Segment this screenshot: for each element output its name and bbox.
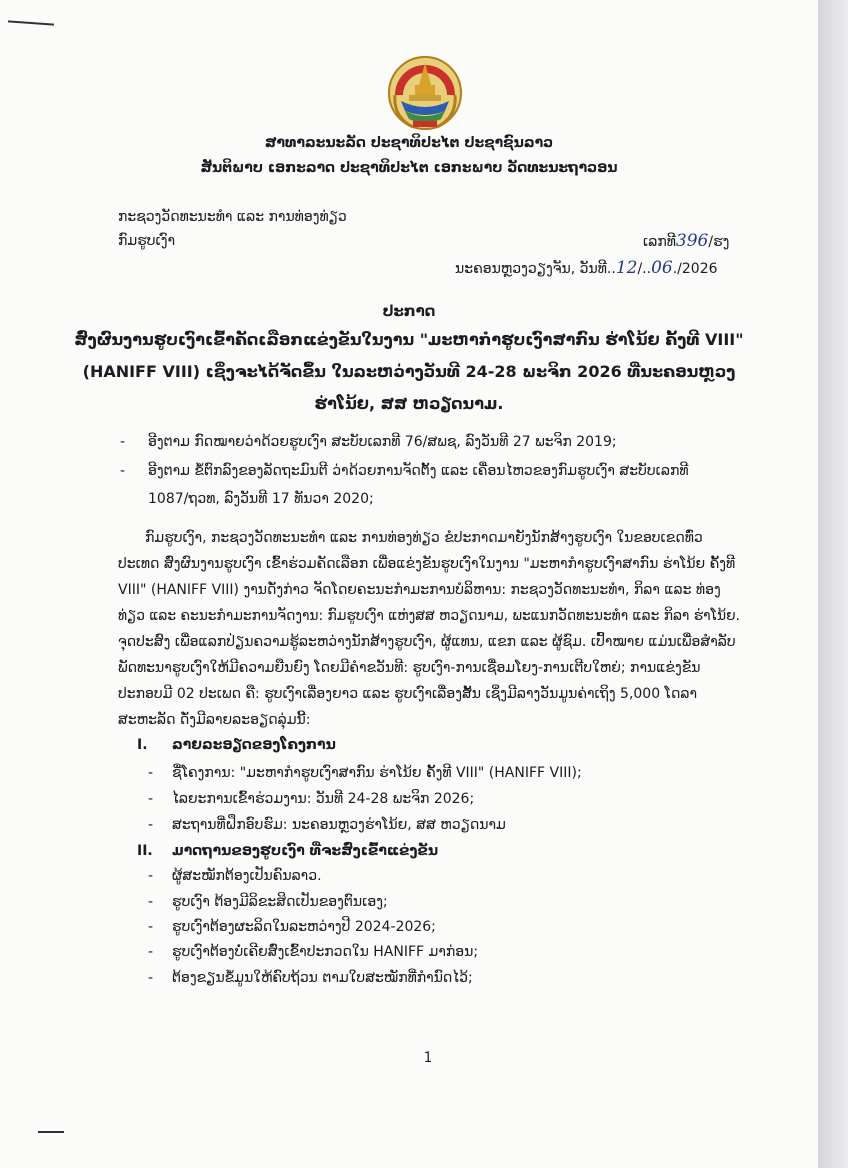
country-name-line: ສາທາລະນະລັດ ປະຊາທິປະໄຕ ປະຊາຊົນລາວ	[264, 135, 554, 151]
announcement-label: ປະກາດ	[382, 302, 436, 320]
list-item: ຕ້ອງຂຽນຂໍ້ມູນໃຫ້ຄົບຖ້ວນ ຕາມໃບສະໝັກທີ່ກຳນົດໄວ້;	[172, 970, 473, 986]
list-item: ຮູບເງົາຕ້ອງບໍ່ເຄີຍສົ່ງເຂົ້າປະກວດໃນ HANIFF ມາກ່ອນ;	[172, 944, 479, 960]
body-line: VIII" (HANIFF VIII) ງານດັ່ງກ່າວ ຈັດໂດຍຄະນະກຳມະການບໍລິຫານ: ກະຊວງວັດທະນະທຳ, ກິລາ ແລະ ທ່ອງ	[118, 582, 721, 598]
list-item: ຮູບເງົາຕ້ອງຜະລິດໃນລະຫວ່າງປີ 2024-2026;	[172, 919, 436, 935]
document-number-prefix: ເລກທີ	[643, 234, 676, 250]
reference-item: ອີງຕາມ ຂໍ້ຕົກລົງຂອງລັດຖະມົນຕີ ວ່າດ້ວຍການຈັດຕັ້ງ ແລະ ເຄື່ອນໄຫວຂອງກົມຮູບເງົາ ສະບັບເລກທີ	[148, 463, 689, 479]
body-line: ປະເທດ ສົ່ງຜົນງານຮູບເງົາ ເຂົ້າຮ່ວມຄັດເລືອກ ເພື່ອແຂ່ງຂັນຮູບເງົາໃນງານ "ມະຫາກຳຮູບເງົາສາກົນ ຮ່າໂນ້ຍ ຄັ້ງທີ	[118, 556, 736, 572]
section-heading: ລາຍລະອຽດຂອງໂຄງການ	[172, 737, 336, 753]
national-emblem-icon	[387, 55, 463, 131]
list-bullet: -	[148, 894, 154, 910]
body-line: ຈຸດປະສົງ ເພື່ອແລກປ່ຽນຄວາມຮູ້ລະຫວ່າງນັກສ້າງຮູບເງົາ, ຜູ້ແທນ, ແຂກ ແລະ ຜູ້ຊົມ. ເປົ້າໝາຍ ແມ່ນເພື່ອສຳລັບ	[118, 634, 736, 650]
document-number-suffix: /ຮງ	[708, 234, 730, 250]
body-line: ພັດທະນາຮູບເງົາໃຫ້ມີຄວາມຍືນຍົງ ໂດຍມີຄຳຂວັນທີ: ຮູບເງົາ-ການເຊື່ອມໂຍງ-ການເຕີບໃຫຍ່; ການແຂ່ງຂັນ	[118, 660, 701, 676]
body-line: ສະຫະລັດ ດັ່ງມີລາຍລະອຽດລຸ່ມນີ້:	[118, 712, 311, 728]
list-bullet: -	[148, 765, 154, 781]
list-bullet: -	[148, 868, 154, 884]
scan-foot-mark	[38, 1131, 64, 1133]
page-number: 1	[423, 1050, 433, 1066]
place-date-prefix: ນະຄອນຫຼວງວຽງຈັນ, ວັນທີ..	[455, 261, 616, 277]
document-number	[643, 231, 729, 251]
section-heading: ມາດຖານຂອງຮູບເງົາ ທີ່ຈະສົ່ງເຂົ້າແຂ່ງຂັນ	[172, 843, 439, 859]
section-numeral: II.	[137, 843, 153, 859]
section-numeral: I.	[137, 737, 148, 753]
list-item: ຮູບເງົາ ຕ້ອງມີລິຂະສິດເປັນຂອງຕົນເອງ;	[172, 894, 388, 910]
body-line: ປະກອບມີ 02 ປະເພດ ຄື: ຮູບເງົາເລື່ອງຍາວ ແລະ ຮູບເງົາເລື່ອງສັ້ນ ເຊິ່ງມີລາງວັນມູນຄ່າເຖິງ 5,000 ໂດລາ	[118, 686, 698, 702]
announcement-title-line1: ສົ່ງຜົນງານຮູບເງົາເຂົ້າຄັດເລືອກແຂ່ງຂັນໃນງານ "ມະຫາກຳຮູບເງົາສາກົນ ຮ່າໂນ້ຍ ຄັ້ງທີ VIII"	[74, 330, 744, 349]
announcement-title-line3: ຮ່າໂນ້ຍ, ສສ ຫວຽດນາມ.	[314, 394, 504, 413]
place-date	[455, 258, 718, 278]
list-item: ສະຖານທີ່ຝຶກອົບຮົມ: ນະຄອນຫຼວງຮ່າໂນ້ຍ, ສສ ຫວຽດນາມ	[172, 817, 506, 833]
reference-dash: -	[120, 463, 126, 479]
reference-item: ອີງຕາມ ກົດໝາຍວ່າດ້ວຍຮູບເງົາ ສະບັບເລກທີ 76/ສພຊ, ລົງວັນທີ 27 ພະຈິກ 2019;	[148, 434, 617, 450]
list-bullet: -	[148, 791, 154, 807]
department-name: ກົມຮູບເງົາ	[118, 233, 176, 249]
body-line: ກົມຮູບເງົາ, ກະຊວງວັດທະນະທຳ ແລະ ການທ່ອງທ່ຽວ ຂໍປະກາດມາຍັງນັກສ້າງຮູບເງົາ ໃນຂອບເຂດທົ່ວ	[145, 530, 703, 546]
list-item: ຊື່ໂຄງການ: "ມະຫາກຳຮູບເງົາສາກົນ ຮ່າໂນ້ຍ ຄັ້ງທີ VIII" (HANIFF VIII);	[172, 765, 582, 781]
document-number-value: 396	[675, 231, 709, 251]
list-bullet: -	[148, 970, 154, 986]
country-motto-line: ສັນຕິພາບ ເອກະລາດ ປະຊາທິປະໄຕ ເອກະພາບ ວັດທະນະຖາວອນ	[200, 160, 618, 176]
date-year: ./2026	[672, 261, 718, 277]
scan-background-edge	[818, 0, 848, 1168]
reference-dash: -	[120, 434, 126, 450]
list-bullet: -	[148, 944, 154, 960]
scan-corner-mark	[8, 20, 54, 25]
date-month: 06	[651, 258, 673, 278]
list-item: ຜູ້ສະໝັກຕ້ອງເປັນຄົນລາວ.	[172, 868, 322, 884]
body-line: ທ່ຽວ ແລະ ຄະນະກຳມະການຈັດງານ: ກົມຮູບເງົາ ແຫ່ງສສ ຫວຽດນາມ, ພະແນກວັດທະນະທຳ ແລະ ກິລາ ຮ່າໂນ້ຍ.	[118, 608, 740, 624]
announcement-title-line2: (HANIFF VIII) ເຊິ່ງຈະໄດ້ຈັດຂຶ້ນ ໃນລະຫວ່າງວັນທີ 24-28 ພະຈິກ 2026 ທີ່ນະຄອນຫຼວງ	[82, 362, 736, 381]
date-separator: /..	[637, 261, 652, 277]
list-item: ໄລຍະການເຂົ້າຮ່ວມງານ: ວັນທີ 24-28 ພະຈິກ 2026;	[172, 791, 475, 807]
list-bullet: -	[148, 919, 154, 935]
date-day: 12	[615, 258, 638, 278]
list-bullet: -	[148, 817, 154, 833]
ministry-name: ກະຊວງວັດທະນະທຳ ແລະ ການທ່ອງທ່ຽວ	[118, 209, 347, 225]
reference-item-continued: 1087/ຖວທ, ລົງວັນທີ 17 ທັນວາ 2020;	[148, 491, 374, 507]
